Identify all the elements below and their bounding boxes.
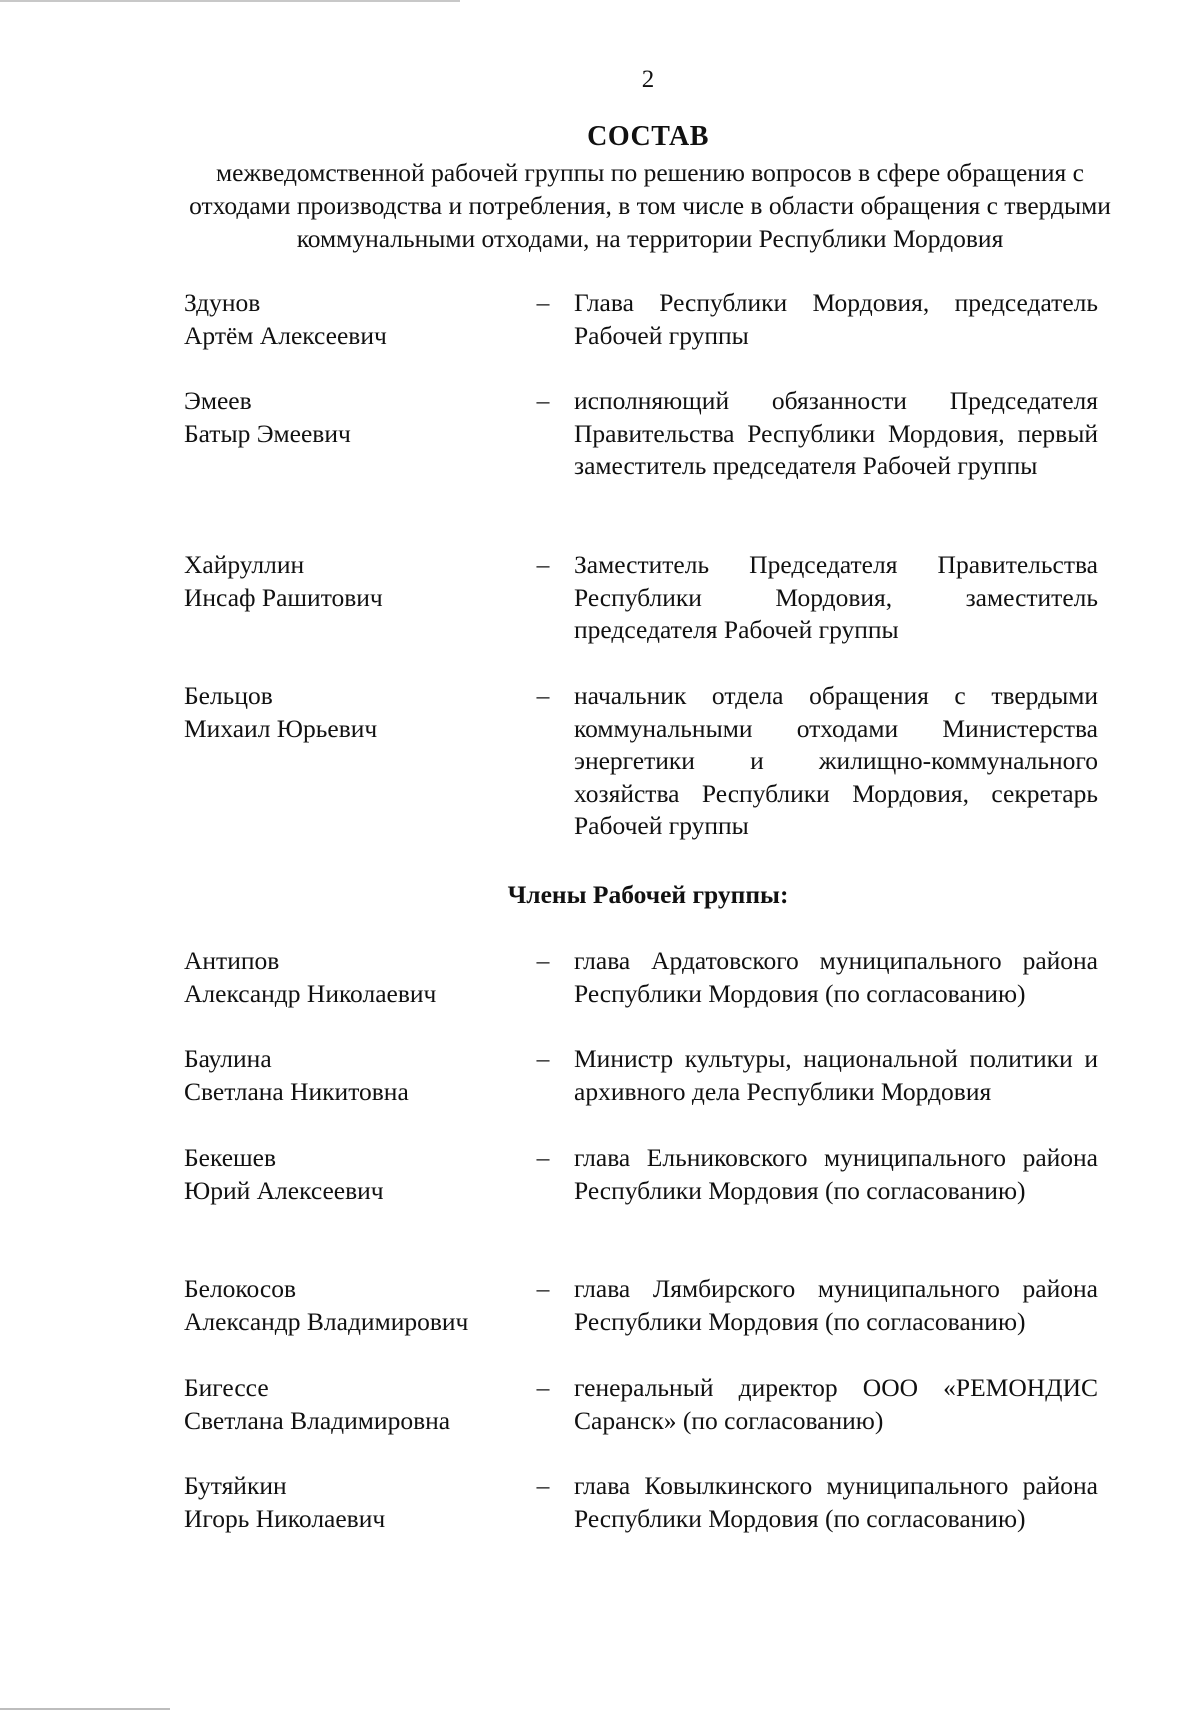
separator-dash: –: [536, 681, 550, 710]
person-role: исполняющий обязанности Председателя Правительства Республики Мордовия, первый заместитель председателя Рабочей группы: [574, 386, 1098, 480]
person-name: [184, 287, 514, 352]
person-role: глава Лямбирского муниципального района Республики Мордовия (по согласованию): [574, 1274, 1098, 1336]
person-surname: Хайруллин: [184, 550, 305, 579]
person-name: [184, 1043, 514, 1108]
person-role: Министр культуры, национальной политики и архивного дела Республики Мордовия: [574, 1044, 1098, 1106]
person-surname: Белокосов: [184, 1274, 297, 1303]
person-name: [184, 1372, 514, 1437]
person-name: [184, 680, 514, 745]
person-role: генеральный директор ООО «РЕМОНДИС Саранск» (по согласованию): [574, 1373, 1098, 1435]
person-surname: Здунов: [184, 288, 261, 317]
person-given-name: Инсаф Рашитович: [184, 582, 383, 612]
person-name: [184, 385, 514, 450]
person-role: Заместитель Председателя Правительства Республики Мордовия, заместитель председателя Рабочей группы: [574, 550, 1098, 644]
separator-dash: –: [536, 1044, 550, 1073]
person-role: глава Ковылкинского муниципального района Республики Мордовия (по согласованию): [574, 1471, 1098, 1533]
person-surname: Бигессе: [184, 1373, 269, 1402]
person-surname: Антипов: [184, 946, 280, 975]
person-name: [184, 549, 514, 614]
person-role: Глава Республики Мордовия, председатель Рабочей группы: [574, 288, 1098, 350]
person-given-name: Светлана Владимировна: [184, 1405, 451, 1435]
person-surname: Эмеев: [184, 386, 252, 415]
separator-dash: –: [536, 550, 550, 579]
page-number: 2: [641, 66, 655, 93]
separator-dash: –: [536, 288, 550, 317]
person-surname: Бутяйкин: [184, 1471, 287, 1500]
person-surname: Баулина: [184, 1044, 272, 1073]
person-given-name: Юрий Алексеевич: [184, 1175, 384, 1205]
document-subtitle: межведомственной рабочей группы по решению вопросов в сфере обращения с отходами производства и потребления, в том числе в области обращения с твердыми коммунальными отходами, на территории Республики Мордовия: [189, 158, 1111, 253]
person-name: [184, 1273, 514, 1338]
person-given-name: Артём Алексеевич: [184, 320, 387, 350]
person-given-name: Александр Владимирович: [184, 1306, 469, 1336]
person-role: глава Ельниковского муниципального района Республики Мордовия (по согласованию): [574, 1143, 1098, 1205]
person-name: [184, 1470, 514, 1535]
separator-dash: –: [536, 1471, 550, 1500]
separator-dash: –: [536, 1274, 550, 1303]
separator-dash: –: [536, 1373, 550, 1402]
separator-dash: –: [536, 386, 550, 415]
document-title: СОСТАВ: [587, 121, 709, 152]
scan-edge-line: [0, 0, 460, 2]
person-given-name: Александр Николаевич: [184, 978, 437, 1008]
members-heading: Члены Рабочей группы:: [507, 880, 789, 909]
person-role: начальник отдела обращения с твердыми коммунальными отходами Министерства энергетики и жилищно-коммунального хозяйства Республики Мордовия, секретарь Рабочей группы: [574, 681, 1098, 840]
person-given-name: Светлана Никитовна: [184, 1076, 409, 1106]
separator-dash: –: [536, 1143, 550, 1172]
person-surname: Бельцов: [184, 681, 273, 710]
person-name: [184, 945, 514, 1010]
person-name: [184, 1142, 514, 1207]
person-given-name: Игорь Николаевич: [184, 1503, 386, 1533]
person-given-name: Михаил Юрьевич: [184, 713, 378, 743]
person-surname: Бекешев: [184, 1143, 277, 1172]
separator-dash: –: [536, 946, 550, 975]
scan-edge-line: [0, 1708, 170, 1710]
person-role: глава Ардатовского муниципального района Республики Мордовия (по согласованию): [574, 946, 1098, 1008]
person-given-name: Батыр Эмеевич: [184, 418, 351, 448]
